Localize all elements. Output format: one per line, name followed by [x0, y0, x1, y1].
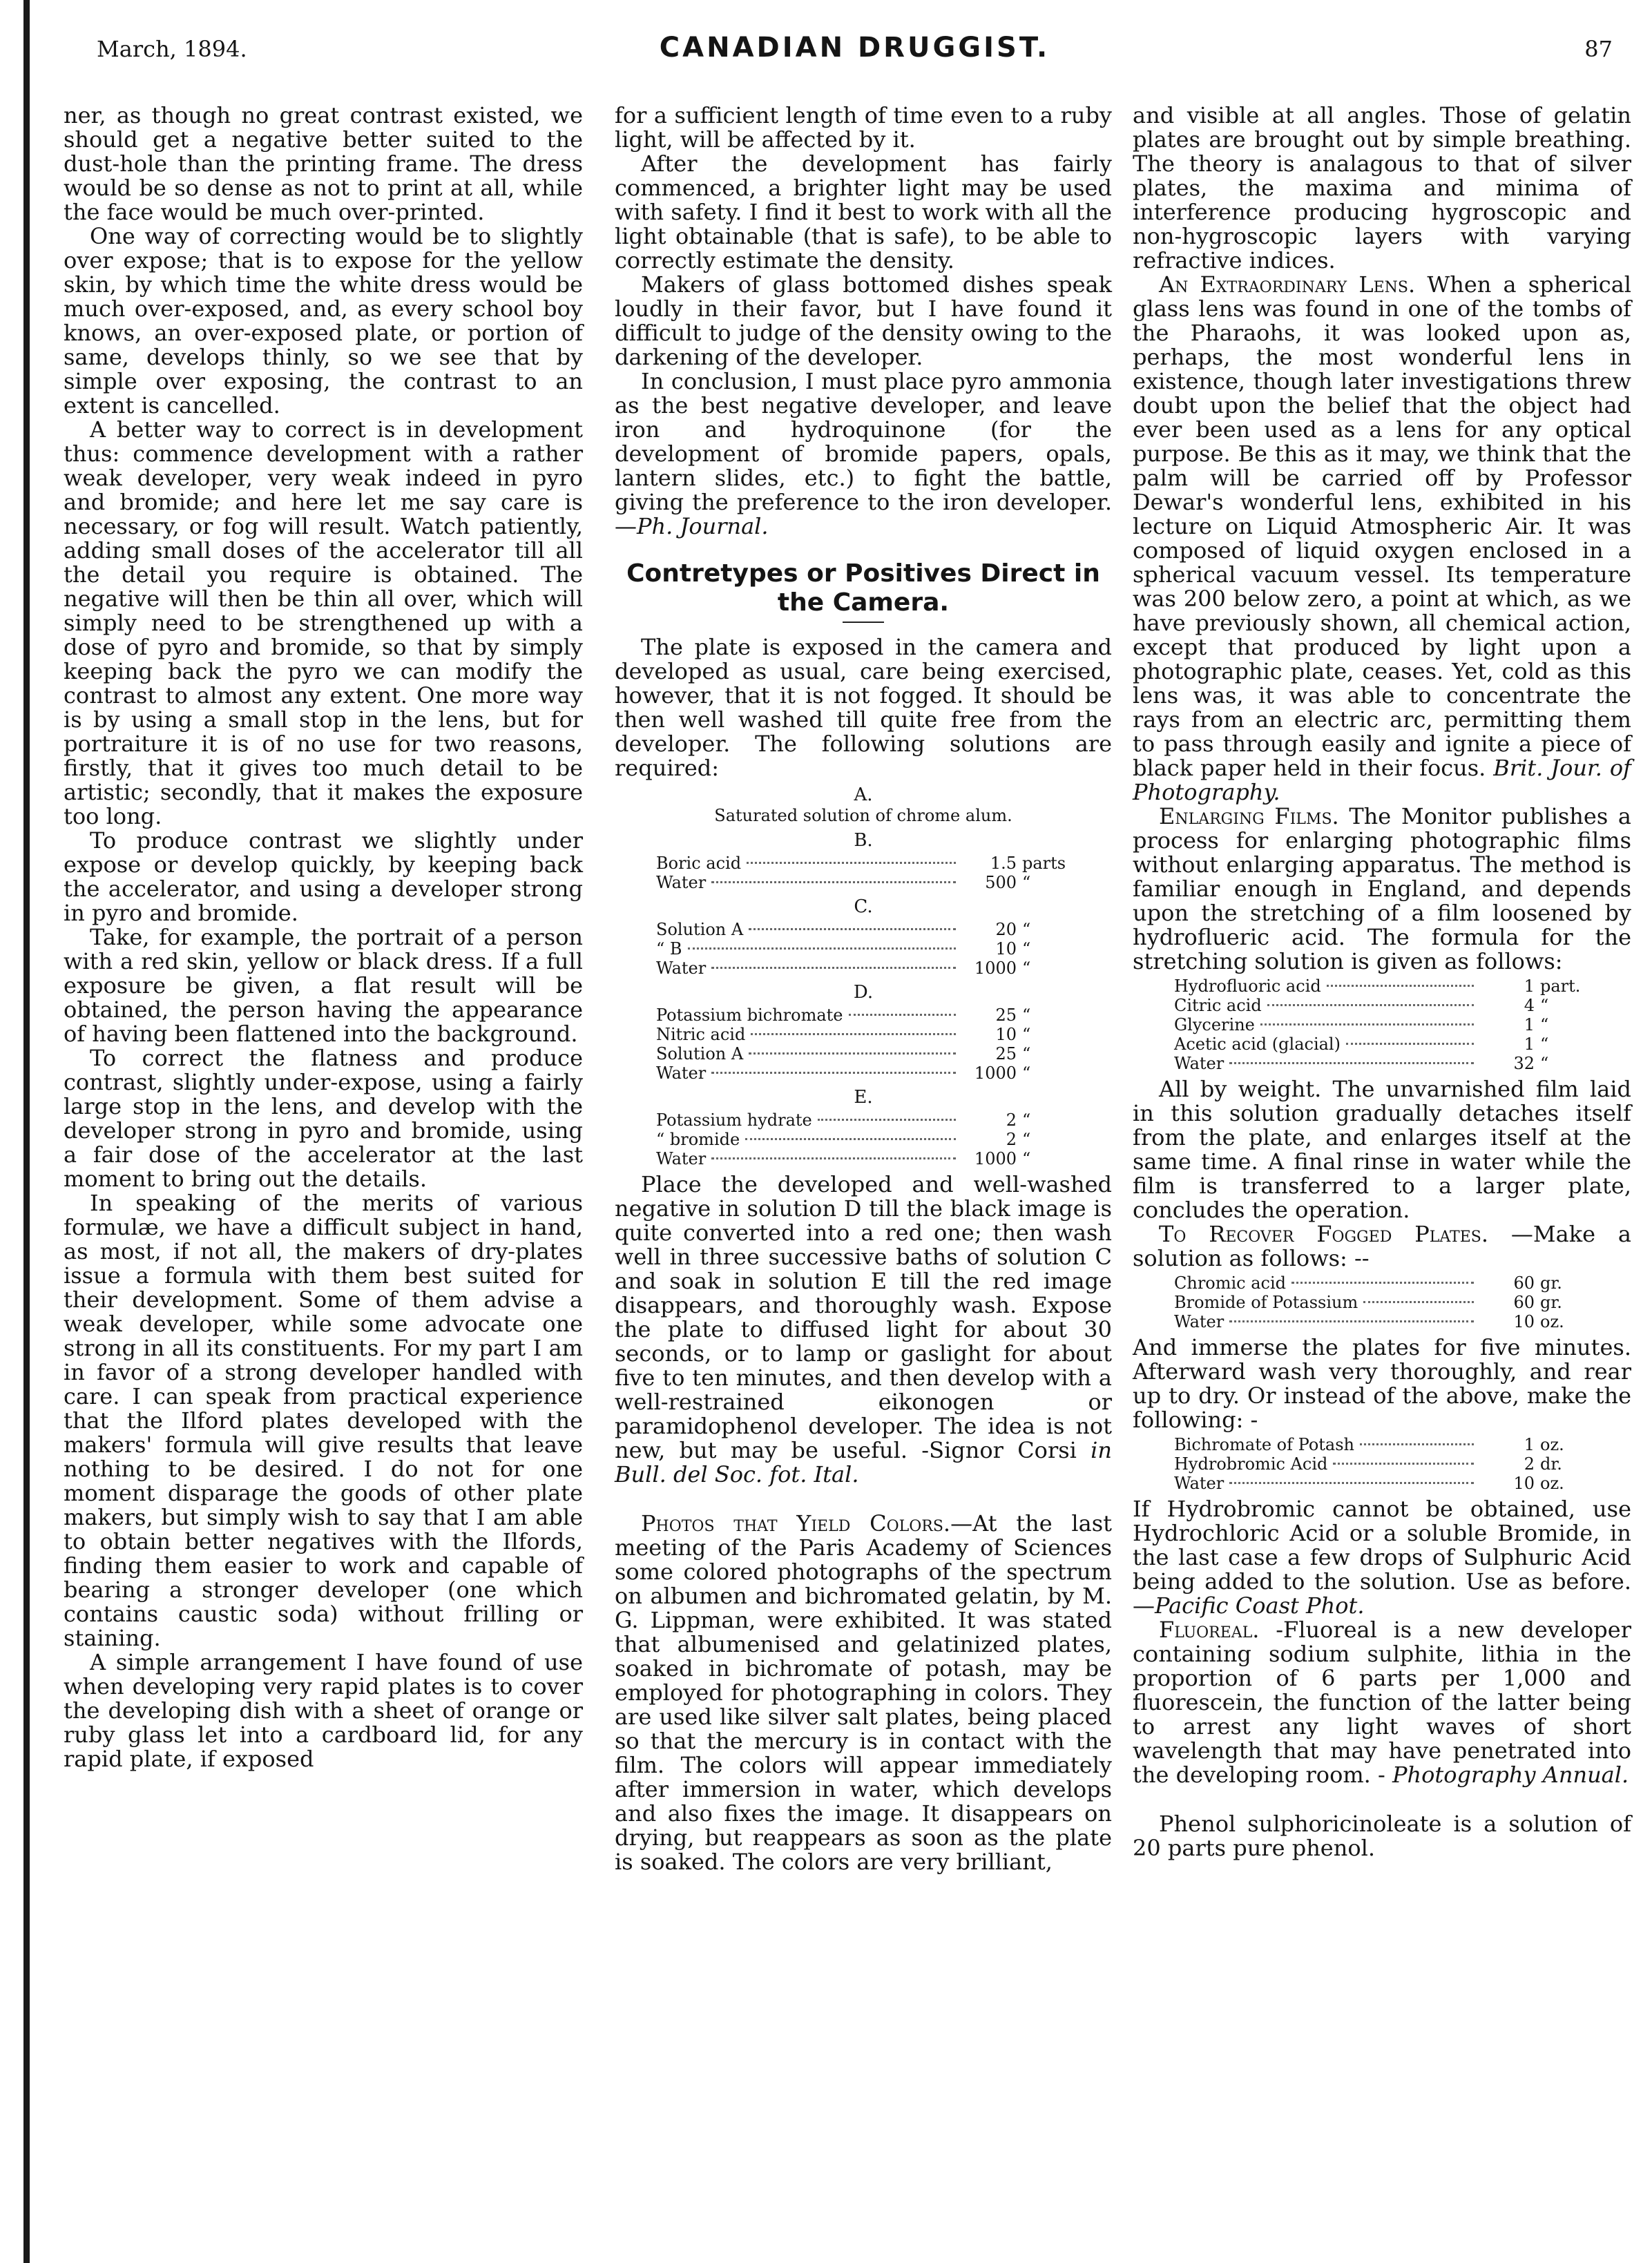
ingredient-unit: “ — [1540, 1015, 1549, 1034]
leader-dots — [747, 862, 956, 864]
paragraph-text: Place the developed and well-washed negative in solution D till the black image is quite converted into a red one; then wash well in three successive baths of solution C and soak in solution E till the red image disappears, and thoroughly wash. Expose the plate to diffused light for about 30 seconds, or to lamp or gaslight for about five to ten minutes, and then develop with a well-restrained eikonogen or paramidophenol developer. The idea is not new, but may be useful. -Signor Corsi — [615, 1171, 1112, 1463]
ingredient-unit: oz. — [1540, 1435, 1564, 1454]
solution-label: D. — [853, 982, 874, 1003]
paragraph — [1133, 1222, 1631, 1271]
section-title: Fluoreal. — [1159, 1617, 1260, 1643]
left-margin-rule — [23, 0, 30, 2263]
leader-dots — [711, 1072, 956, 1074]
ingredient-quantity: 1 — [1524, 1015, 1535, 1034]
ingredient-name: Nitric acid — [656, 1025, 746, 1044]
recipe-row — [1174, 976, 1588, 996]
leader-dots — [1229, 1482, 1474, 1484]
recipe-row — [1174, 1454, 1588, 1474]
ingredient-quantity: 60 — [1513, 1273, 1535, 1293]
ingredient-name: Water — [1174, 1312, 1224, 1331]
ingredient-name: Water — [656, 873, 707, 892]
ingredient-unit: “ — [1540, 996, 1549, 1015]
leader-dots — [1229, 1320, 1474, 1322]
ingredient-quantity: 32 — [1513, 1054, 1535, 1073]
ingredient-quantity: 1 — [1524, 1034, 1535, 1054]
paragraph: A simple arrangement I have found of use when developing very rapid plates is to cover the developing dish with a sheet of orange or ruby glass let into a cardboard lid, for any rapid plate, if exposed — [64, 1649, 583, 1772]
leader-dots — [818, 1119, 956, 1121]
ingredient-quantity: 2 — [1524, 1454, 1535, 1474]
leader-dots — [1229, 1062, 1474, 1064]
recipe-row — [656, 1063, 1070, 1083]
source-citation: Photography Annual. — [1392, 1762, 1629, 1788]
recipe-row — [656, 939, 1070, 959]
leader-dots — [711, 967, 956, 969]
ingredient-name: Boric acid — [656, 854, 742, 873]
heading-divider — [843, 622, 884, 623]
ingredient-unit: “ — [1022, 1130, 1031, 1149]
recipe-row — [1174, 1435, 1588, 1454]
leader-dots — [749, 928, 956, 930]
recipe-row — [656, 1025, 1070, 1044]
paragraph: Makers of glass bottomed dishes speak loudly in their favor, but I have found it difficult to judge of the density owing to the darkening of the developer. — [615, 271, 1112, 370]
leader-dots — [688, 947, 956, 950]
paragraph: ner, as though no great contrast existed, we should get a negative better suited to the dust-hole than the printing frame. The dress would be so dense as not to print at all, while the face would be much over-printed. — [64, 102, 583, 225]
ingredient-quantity: 20 — [995, 920, 1017, 939]
ingredient-quantity: 25 — [995, 1044, 1017, 1063]
ingredient-quantity: 1000 — [974, 959, 1017, 978]
recipe-row — [1174, 1015, 1588, 1034]
paragraph: In speaking of the merits of various formulæ, we have a difficult subject in hand, as most, if not all, the makers of dry-plates issue a formula with them best suited for their development. Some of them advise a weak developer, while some advocate one strong in all its constituents. For my part I am in favor of a strong developer handled with care. I can speak from practical experience that the Ilford plates developed with the makers' formula will give results that leave nothing to be desired. I do not for one moment disparage the goods of other plate makers, but simply wish to say that I am able to obtain better negatives with the Ilfords, finding them easier to work and capable of bearing a stronger developer (one which contains caustic soda) without frilling or staining. — [64, 1190, 583, 1651]
ingredient-unit: “ — [1022, 920, 1031, 939]
leader-dots — [1333, 1463, 1474, 1465]
ingredient-name: Bromide of Potassium — [1174, 1293, 1358, 1312]
section-title: Enlarging Films. — [1159, 803, 1339, 829]
ingredient-unit: “ — [1022, 1063, 1031, 1083]
paragraph-text: If Hydrobromic cannot be obtained, use Hydrochloric Acid or a soluble Bromide, in the last case a few drops of Sulphuric Acid being added to the solution. Use as before.— — [1133, 1496, 1631, 1619]
ingredient-unit: “ — [1022, 1025, 1031, 1044]
ingredient-name: Water — [656, 1149, 707, 1168]
ingredient-quantity: 10 — [1513, 1312, 1535, 1331]
recipe-table — [1174, 1273, 1588, 1331]
column-2 — [615, 104, 1112, 1874]
recipe-row — [656, 1110, 1070, 1130]
leader-dots — [1327, 985, 1474, 987]
ingredient-name: Acetic acid (glacial) — [1174, 1034, 1341, 1054]
recipe-table — [1174, 976, 1588, 1073]
paragraph: The plate is exposed in the camera and developed as usual, care being exercised, however, that it is not fogged. It should be then well washed till quite free from the developer. The following solutions are required: — [615, 634, 1112, 781]
leader-dots — [1360, 1443, 1474, 1445]
leader-dots — [1267, 1004, 1474, 1006]
ingredient-quantity: 10 — [995, 1025, 1017, 1044]
paragraph-text: -Fluoreal is a new developer containing sodium sulphite, lithia in the proportion of 6 parts per 1,000 and fluorescein, the function of the latter being to arrest any light waves of short wavelength that may have penetrated into the developing room. - — [1133, 1617, 1631, 1788]
ingredient-name: “ bromide — [656, 1130, 740, 1149]
recipe-table — [656, 1005, 1070, 1083]
page-number: 87 — [1584, 36, 1613, 62]
ingredient-unit: “ — [1022, 1005, 1031, 1025]
ingredient-unit: parts — [1022, 854, 1066, 873]
ingredient-quantity: 1 — [1524, 976, 1535, 996]
recipe-row — [656, 1130, 1070, 1149]
recipe-row — [1174, 1034, 1588, 1054]
paragraph: To produce contrast we slightly under expose or develop quickly, by keeping back the accelerator, and using a developer strong in pyro and bromide. — [64, 827, 583, 926]
paragraph: All by weight. The unvarnished film laid in this solution gradually detaches itself from the plate, and enlarges itself at the same time. A final rinse in water while the film is transferred to a larger plate, concludes the operation. — [1133, 1076, 1631, 1223]
ingredient-name: Water — [656, 1063, 707, 1083]
ingredient-unit: oz. — [1540, 1312, 1564, 1331]
page-header — [97, 29, 1613, 77]
section-title: Photos that Yield Colors. — [641, 1510, 951, 1537]
ingredient-unit: “ — [1022, 1044, 1031, 1063]
recipe-row — [1174, 1312, 1588, 1331]
leader-dots — [1363, 1301, 1474, 1303]
paragraph — [615, 369, 1112, 539]
paragraph-text: The Monitor publishes a process for enlarging photographic films without enlarging apparatus. The method is familiar enough in England, and depends upon the stretching of a film loosened by hydroflueric acid. The formula for the stretching solution is given as follows: — [1133, 803, 1631, 974]
issue-date: March, 1894. — [97, 36, 247, 62]
recipe-row — [656, 854, 1070, 873]
ingredient-quantity: 1 — [1524, 1435, 1535, 1454]
recipe-table — [1174, 1435, 1588, 1493]
recipe-row — [656, 1005, 1070, 1025]
recipe-row — [1174, 1474, 1588, 1493]
paragraph-text: When a spherical glass lens was found in one of the tombs of the Pharaohs, it was looked upon as, perhaps, the most wonderful lens in existence, though later investigations threw doubt upon the belief that the object had ever been used as a lens for any optical purpose. Be this as it may, we think that the palm will be carried off by Professor Dewar's wonderful lens, exhibited in his lecture on Liquid Atmospheric Air. It was composed of liquid oxygen enclosed in a spherical vacuum vessel. Its temperature was 200 below zero, a point at which, as we have previously shown, all chemical action, except that produced by light upon a photographic plate, ceases. Yet, cold as this lens was, it was able to concentrate the rays from an electric arc, permitting them to pass through easily and ignite a piece of black paper held in their focus. — [1133, 271, 1631, 781]
ingredient-name: Bichromate of Potash — [1174, 1435, 1354, 1454]
ingredient-unit: oz. — [1540, 1474, 1564, 1493]
ingredient-unit: gr. — [1540, 1293, 1562, 1312]
recipe-row — [1174, 1273, 1588, 1293]
leader-dots — [1346, 1043, 1474, 1045]
ingredient-unit: “ — [1540, 1034, 1549, 1054]
paragraph — [1133, 273, 1631, 805]
leader-dots — [1291, 1282, 1474, 1284]
ingredient-name: Water — [656, 959, 707, 978]
leader-dots — [749, 1052, 956, 1055]
recipe-row — [1174, 1293, 1588, 1312]
source-citation: Brit. Jour. of Photography. — [1133, 755, 1632, 805]
paragraph: Take, for example, the portrait of a person with a red skin, yellow or black dress. If a full exposure be given, a flat result will be obtained, the person having the appearance of having been flattened into the background. — [64, 924, 583, 1047]
leader-dots — [711, 881, 956, 883]
paragraph — [1133, 1497, 1631, 1618]
paragraph — [1133, 1618, 1631, 1787]
ingredient-quantity: 1000 — [974, 1149, 1017, 1168]
recipe-row — [656, 1044, 1070, 1063]
paragraph — [615, 1173, 1112, 1487]
ingredient-unit: “ — [1540, 1054, 1549, 1073]
journal-title: CANADIAN DRUGGIST. — [659, 32, 1050, 64]
paragraph: for a sufficient length of time even to a ruby light, will be affected by it. — [615, 102, 1112, 153]
leader-dots — [1260, 1023, 1474, 1025]
article-heading: Contretypes or Positives Direct in the Camera. — [626, 559, 1100, 617]
ingredient-quantity: 2 — [1006, 1110, 1017, 1130]
leader-dots — [745, 1138, 956, 1140]
leader-dots — [751, 1033, 956, 1035]
source-citation: in Bull. del Soc. fot. Ital. — [615, 1437, 1112, 1487]
recipe-table — [656, 1110, 1070, 1168]
paragraph-text: —At the last meeting of the Paris Academy of Sciences some colored photographs of the spectrum on albumen and bichromated gelatin, by M. G. Lippman, were exhibited. It was stated that albumenised and gelatinized plates, soaked in bichromate of potash, may be employed for photographing in colors. They are used like silver salt plates, being placed so that the mercury is in contact with the film. The colors will appear immediately after immersion in water, which develops and also fixes the image. It disappears on drying, but reappears as soon as the plate is soaked. The colors are very brilliant, — [615, 1510, 1112, 1875]
recipe-row — [656, 1149, 1070, 1168]
paragraph: Phenol sulphoricinoleate is a solution of 20 parts pure phenol. — [1133, 1811, 1631, 1861]
solution-label: A. — [854, 784, 873, 805]
ingredient-unit: “ — [1022, 939, 1031, 959]
section-title: An Extraordinary Lens. — [1159, 271, 1416, 298]
ingredient-name: Citric acid — [1174, 996, 1262, 1015]
ingredient-name: Glycerine — [1174, 1015, 1255, 1034]
ingredient-name: Solution A — [656, 920, 744, 939]
paragraph: A better way to correct is in development thus: commence development with a rather weak developer, very weak indeed in pyro and bromide; and here let me say care is necessary, or fog will result. Watch patiently, adding small doses of the accelerator till all the detail you require is obtained. The negative will then be thin all over, which will simply need to be strengthened up with a dose of pyro and bromide, so that by simply keeping back the pyro we can modify the contrast to almost any extent. One more way is by using a small stop in the lens, but for portraiture it is of no use for two reasons, firstly, that it gives too much detail to be artistic; secondly, that it makes the exposure too long. — [64, 416, 583, 829]
recipe-table — [656, 854, 1070, 892]
leader-dots — [849, 1014, 956, 1016]
ingredient-unit: “ — [1022, 959, 1031, 978]
ingredient-unit: dr. — [1540, 1454, 1562, 1474]
ingredient-quantity: 60 — [1513, 1293, 1535, 1312]
ingredient-name: Water — [1174, 1054, 1224, 1073]
paragraph-text: —Make a solution as follows: -- — [1133, 1221, 1631, 1271]
ingredient-quantity: 2 — [1006, 1130, 1017, 1149]
ingredient-quantity: 10 — [995, 939, 1017, 959]
paragraph: and visible at all angles. Those of gelatin plates are brought out by simple breathing. The theory is analagous to that of silver plates, the maxima and minima of interference producing hygroscopic and non-hygroscopic layers with varying refractive indices. — [1133, 102, 1631, 273]
ingredient-quantity: 10 — [1513, 1474, 1535, 1493]
ingredient-unit: “ — [1022, 1110, 1031, 1130]
ingredient-name: Hydrobromic Acid — [1174, 1454, 1328, 1474]
ingredient-quantity: 25 — [995, 1005, 1017, 1025]
solution-label: B. — [854, 830, 873, 851]
solution-label: E. — [854, 1087, 873, 1108]
paragraph: And immerse the plates for five minutes. Afterward wash very thoroughly, and rear up to dry. Or instead of the above, make the following: - — [1133, 1334, 1631, 1433]
solution-label: C. — [854, 896, 873, 917]
paragraph — [1133, 805, 1631, 974]
ingredient-name: Solution A — [656, 1044, 744, 1063]
ingredient-name: “ B — [656, 939, 682, 959]
ingredient-unit: part. — [1540, 976, 1581, 996]
recipe-row — [656, 873, 1070, 892]
recipe-row — [1174, 1054, 1588, 1073]
ingredient-unit: gr. — [1540, 1273, 1562, 1293]
source-citation: Pacific Coast Phot. — [1155, 1592, 1365, 1619]
paragraph-text: In conclusion, I must place pyro ammonia as the best negative developer, and leave iron and hydroquinone (for the development of bromide papers, opals, lantern slides, etc.) to fight the battle, giving the preference to the iron developer.— — [615, 368, 1112, 539]
solution-note: Saturated solution of chrome alum. — [714, 806, 1012, 825]
source-citation: Ph. Journal. — [637, 513, 769, 539]
ingredient-name: Potassium hydrate — [656, 1110, 812, 1130]
column-1 — [64, 104, 583, 1771]
recipe-table — [656, 920, 1070, 978]
ingredient-name: Water — [1174, 1474, 1224, 1493]
column-3 — [1133, 104, 1631, 1860]
ingredient-quantity: 1000 — [974, 1063, 1017, 1083]
recipe-row — [656, 959, 1070, 978]
paragraph: One way of correcting would be to slightly over expose; that is to expose for the yellow skin, by which time the white dress would be much over-exposed, and, as every school boy knows, an over-exposed plate, or portion of same, develops thinly, so we see that by simple over exposing, the contrast to an extent is cancelled. — [64, 223, 583, 418]
ingredient-unit: “ — [1022, 1149, 1031, 1168]
recipe-row — [1174, 996, 1588, 1015]
ingredient-quantity: 4 — [1524, 996, 1535, 1015]
paragraph: After the development has fairly commenced, a brighter light may be used with safety. I find it best to work with all the light obtainable (that is safe), to be able to correctly estimate the density. — [615, 151, 1112, 273]
ingredient-name: Potassium bichromate — [656, 1005, 843, 1025]
recipe-row — [656, 920, 1070, 939]
ingredient-quantity: 500 — [985, 873, 1017, 892]
leader-dots — [711, 1157, 956, 1159]
ingredient-unit: “ — [1022, 873, 1031, 892]
paragraph — [615, 1512, 1112, 1874]
ingredient-quantity: 1.5 — [990, 854, 1017, 873]
paragraph: To correct the flatness and produce contrast, slightly under-expose, using a fairly large stop in the lens, and develop with the developer strong in pyro and bromide, using a fair dose of the accelerator at the last moment to bring out the details. — [64, 1045, 583, 1192]
ingredient-name: Hydrofluoric acid — [1174, 976, 1321, 996]
ingredient-name: Chromic acid — [1174, 1273, 1287, 1293]
section-title: To Recover Fogged Plates. — [1159, 1221, 1489, 1247]
